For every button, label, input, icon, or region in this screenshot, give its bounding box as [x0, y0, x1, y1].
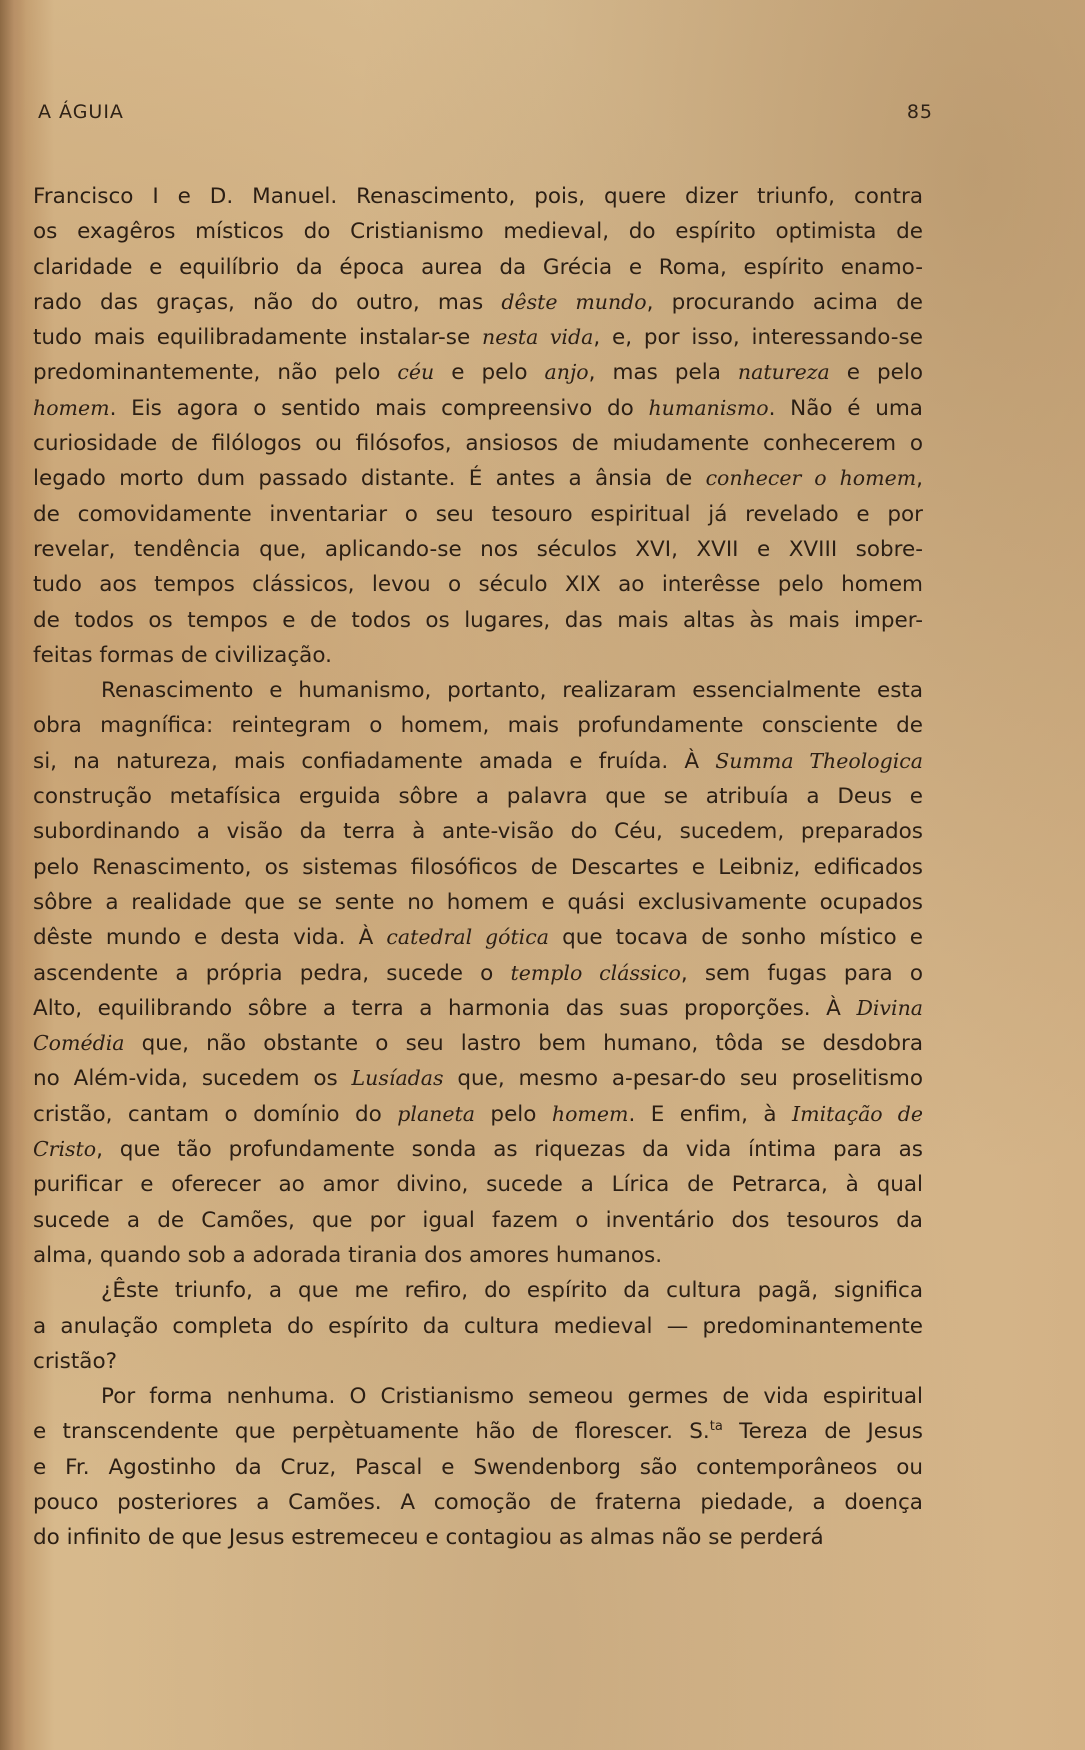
superscript: ta	[709, 1419, 723, 1435]
text-run: do infinito de que Jesus estremeceu e contagiou as almas não se perderá	[33, 1525, 824, 1551]
italic-term: homem	[33, 395, 110, 420]
text-line	[33, 285, 923, 320]
text-line	[33, 1273, 923, 1308]
text-line	[33, 1132, 923, 1167]
text-line	[33, 1450, 923, 1485]
text-line	[33, 497, 923, 532]
text-run: construção metafísica erguida sôbre a palavra que se atribuía a Deus e	[33, 784, 923, 810]
italic-term: Summa Theologica	[715, 748, 923, 773]
text-run: no Além-vida, sucedem os	[33, 1066, 352, 1092]
text-run: pouco posteriores a Camões. A comoção de fraterna piedade, a doença	[33, 1489, 923, 1515]
italic-term: catedral gótica	[386, 925, 549, 950]
text-line	[33, 850, 923, 885]
text-run: . Eis agora o sentido mais compreensivo do	[109, 395, 649, 421]
text-line	[33, 391, 923, 426]
text-run: . E enfim, à	[628, 1101, 793, 1127]
text-line	[33, 1309, 923, 1344]
paragraph	[33, 1273, 923, 1379]
text-run: , que tão profundamente sonda as riquezas da vida íntima para as	[96, 1137, 923, 1163]
text-line	[33, 1344, 923, 1379]
text-line	[33, 320, 923, 355]
text-line	[33, 814, 923, 849]
text-run: pelo	[474, 1101, 552, 1127]
text-run: cristão?	[33, 1348, 118, 1374]
journal-title: A ÁGUIA	[38, 101, 124, 123]
italic-term: conhecer o homem	[705, 466, 917, 491]
text-run: que, mesmo a-pesar-do seu proselitismo	[443, 1066, 923, 1092]
text-line	[33, 567, 923, 602]
text-line	[33, 603, 923, 638]
text-line	[33, 638, 923, 673]
text-run: pelo Renascimento, os sistemas filosóficos de Descartes e Leibniz, edificados	[33, 854, 923, 880]
text-run: de todos os tempos e de todos os lugares, das mais altas às mais imper-	[33, 607, 923, 633]
italic-term: natureza	[737, 360, 830, 385]
text-line	[33, 1485, 923, 1520]
text-run: ¿Êste triunfo, a que me refiro, do espírito da cultura pagã, significa	[101, 1278, 923, 1304]
text-run: que tocava de sonho místico e	[548, 925, 923, 951]
text-line	[33, 708, 923, 743]
text-line	[33, 1520, 923, 1555]
text-run: rado das graças, não do outro, mas	[33, 289, 502, 315]
running-header	[38, 101, 933, 131]
body-text	[33, 179, 923, 1556]
text-run: curiosidade de filólogos ou filósofos, ansiosos de miudamente conhecerem o	[33, 431, 923, 457]
text-line	[33, 673, 923, 708]
text-run: feitas formas de civilização.	[33, 642, 332, 668]
text-line	[33, 1026, 923, 1061]
italic-term: céu	[397, 360, 435, 385]
text-line	[33, 1097, 923, 1132]
italic-term: Imitação de	[792, 1101, 923, 1126]
paragraph	[33, 179, 923, 673]
text-run: de comovidamente inventariar o seu tesouro espiritual já revelado e por	[33, 501, 923, 527]
text-line	[33, 885, 923, 920]
paragraph	[33, 1379, 923, 1555]
text-run: a anulação completa do espírito da cultura medieval — predominantemente	[33, 1313, 923, 1339]
text-run: cristão, cantam o domínio do	[33, 1101, 398, 1127]
text-line	[33, 744, 923, 779]
text-run: e transcendente que perpètuamente hão de florescer. S.	[33, 1419, 710, 1445]
text-run: obra magnífica: reintegram o homem, mais profundamente consciente de	[33, 713, 923, 739]
text-line	[33, 1379, 923, 1414]
text-line	[33, 1061, 923, 1096]
text-run: , mas pela	[588, 360, 738, 386]
text-line	[33, 1414, 923, 1449]
text-line	[33, 426, 923, 461]
italic-term: dêste mundo	[501, 289, 647, 314]
text-run: Alto, equilibrando sôbre a terra a harmonia das suas proporções. À	[33, 995, 857, 1021]
text-line	[33, 1203, 923, 1238]
italic-term: Cristo	[33, 1137, 97, 1162]
text-line	[33, 920, 923, 955]
text-run: os exagêros místicos do Cristianismo medieval, do espírito optimista de	[33, 219, 923, 245]
text-run: si, na natureza, mais confiadamente amada e fruída. À	[33, 748, 716, 774]
text-run: que, não obstante o seu lastro bem humano, tôda se desdobra	[124, 1031, 923, 1057]
italic-term: anjo	[544, 360, 589, 385]
text-run: e pelo	[829, 360, 923, 386]
page-edge-shadow	[0, 0, 26, 1750]
italic-term: planeta	[397, 1101, 475, 1126]
text-run: ascendente a própria pedra, sucede o	[33, 960, 511, 986]
text-line	[33, 1167, 923, 1202]
italic-term: templo clássico	[510, 960, 681, 985]
paragraph	[33, 673, 923, 1273]
text-line	[33, 956, 923, 991]
text-run: predominantemente, não pelo	[33, 360, 398, 386]
text-run: claridade e equilíbrio da época aurea da Grécia e Roma, espírito enamo-	[33, 254, 923, 280]
text-run: sôbre a realidade que se sente no homem e quási exclusivamente ocupados	[33, 889, 923, 915]
text-run: dêste mundo e desta vida. À	[33, 925, 387, 951]
italic-term: homem	[551, 1101, 629, 1126]
text-run: , e, por isso, interessando-se	[593, 325, 923, 351]
text-run: e Fr. Agostinho da Cruz, Pascal e Swendenborg são contemporâneos ou	[33, 1454, 923, 1480]
text-line	[33, 1238, 923, 1273]
text-run: Francisco I e D. Manuel. Renascimento, pois, quere dizer triunfo, contra	[33, 184, 923, 209]
text-run: tudo aos tempos clássicos, levou o século XIX ao interêsse pelo homem	[33, 572, 923, 598]
text-run: legado morto dum passado distante. É antes a ânsia de	[33, 466, 706, 492]
text-run: , procurando acima de	[646, 289, 923, 315]
italic-term: nesta vida	[482, 325, 594, 350]
text-run: alma, quando sob a adorada tirania dos amores humanos.	[33, 1242, 663, 1268]
text-run: . Não é uma	[768, 395, 923, 421]
text-run: subordinando a visão da terra à ante-visão do Céu, sucedem, preparados	[33, 819, 923, 845]
text-line	[33, 214, 923, 249]
text-line	[33, 355, 923, 390]
text-run: tudo mais equilibradamente instalar-se	[33, 325, 483, 351]
text-run: sucede a de Camões, que por igual fazem o inventário dos tesouros da	[33, 1207, 923, 1233]
text-run: e pelo	[434, 360, 545, 386]
italic-term: Lusíadas	[351, 1066, 444, 1091]
text-run: Tereza de Jesus	[722, 1419, 923, 1445]
text-line	[33, 991, 923, 1026]
text-run: Por forma nenhuma. O Cristianismo semeou germes de vida espiritual	[101, 1384, 923, 1410]
text-run: , sem fugas para o	[680, 960, 923, 986]
text-run: purificar e oferecer ao amor divino, sucede a Lírica de Petrarca, à qual	[33, 1172, 923, 1198]
text-line	[33, 179, 923, 214]
page-number: 85	[906, 101, 933, 123]
text-line	[33, 532, 923, 567]
italic-term: Divina	[856, 995, 923, 1020]
text-run: Renascimento e humanismo, portanto, realizaram essencialmente esta	[101, 678, 923, 704]
text-run: ,	[916, 466, 923, 492]
text-line	[33, 779, 923, 814]
text-line	[33, 250, 923, 285]
text-line	[33, 461, 923, 496]
text-run: revelar, tendência que, aplicando-se nos séculos XVI, XVII e XVIII sobre-	[33, 536, 923, 562]
italic-term: Comédia	[33, 1031, 125, 1056]
italic-term: humanismo	[648, 395, 769, 420]
